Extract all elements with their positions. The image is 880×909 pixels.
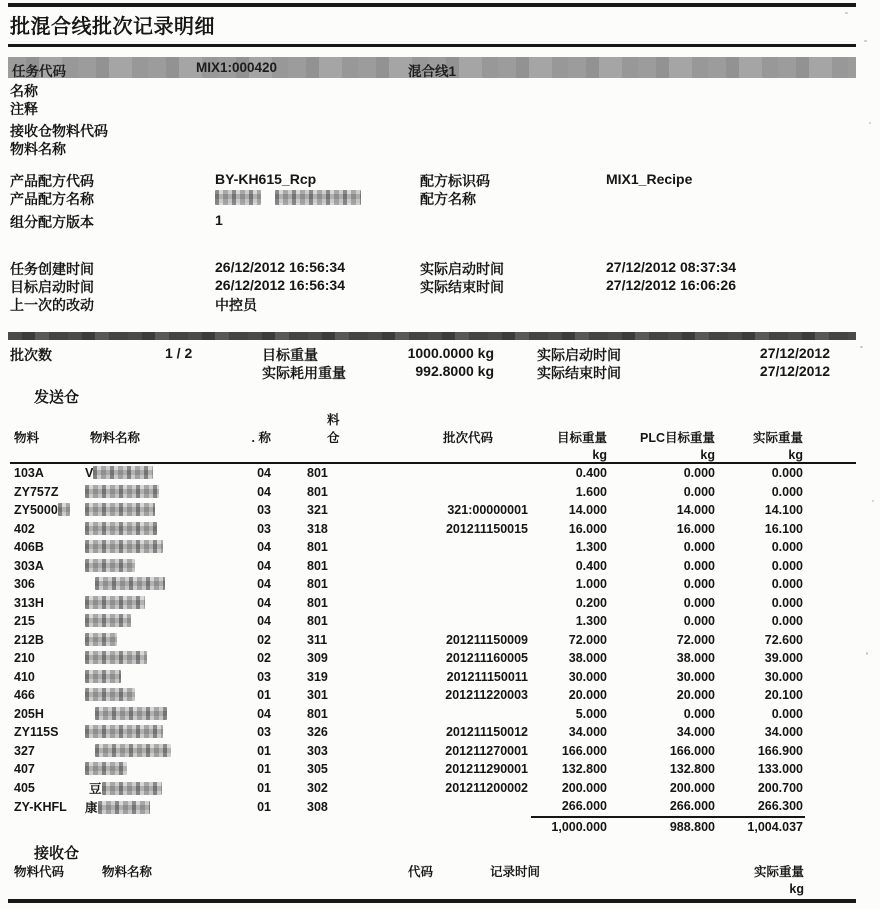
material-name-cell <box>85 538 235 557</box>
plc-target-weight-cell: 30.000 <box>676 669 715 684</box>
actual-weight-cell: 0.000 <box>771 577 803 592</box>
target-weight-cell: 200.000 <box>561 780 607 795</box>
task-code-value: MIX1:000420 <box>196 60 278 75</box>
silo-cell: 319 <box>307 669 328 684</box>
redaction-block <box>85 596 145 609</box>
scan-speck <box>866 652 868 655</box>
actual-weight-cell: 133.000 <box>757 762 803 777</box>
scale-cell: 01 <box>257 762 271 777</box>
redaction-block <box>85 762 127 775</box>
batch-end-value: 27/12/2012 <box>759 363 830 379</box>
name-label: 名称 <box>10 83 38 99</box>
table-row <box>10 742 856 761</box>
col-material-code: 物料代码 <box>14 865 65 879</box>
batch-code-cell <box>351 557 531 576</box>
material-name-cell <box>85 631 235 650</box>
unit-kg: kg <box>789 882 804 896</box>
material-name-cell <box>85 668 235 687</box>
scale-cell: 04 <box>257 466 271 481</box>
actual-weight-cell: 0.000 <box>771 484 803 499</box>
total-plc-weight: 988.800 <box>609 817 717 840</box>
recv-bin-material-code-label: 接收仓物料代码 <box>10 123 108 139</box>
redaction-block <box>85 633 117 646</box>
target-weight-cell: 34.000 <box>568 725 607 740</box>
silo-cell: 301 <box>307 688 328 703</box>
plc-target-weight-cell: 0.000 <box>683 706 715 721</box>
plc-target-weight-cell: 0.000 <box>683 540 715 555</box>
plc-target-weight-cell: 266.000 <box>669 799 715 814</box>
target-weight-cell: 38.000 <box>568 651 607 666</box>
table-row <box>10 520 856 539</box>
target-weight-cell: 1.000 <box>575 577 607 592</box>
redaction-block <box>85 651 147 664</box>
plc-target-weight-cell: 16.000 <box>676 521 715 536</box>
send-bin-section-title: 发送仓 <box>34 389 80 406</box>
batch-target-value: 1000.0000 kg <box>407 345 494 361</box>
batch-code-cell <box>351 463 531 483</box>
batch-code-cell: 201211200002 <box>445 780 528 795</box>
col-batch-code: 批次代码 <box>442 431 493 445</box>
target-weight-cell: 266.000 <box>561 799 607 814</box>
table-row <box>10 760 856 779</box>
batch-count-value: 1 / 2 <box>165 345 193 361</box>
table-row <box>10 797 856 817</box>
scale-cell: 02 <box>257 632 271 647</box>
target-weight-cell: 20.000 <box>568 688 607 703</box>
redaction-block <box>95 744 171 757</box>
actual-weight-cell: 0.000 <box>771 466 803 481</box>
redaction-block <box>98 801 150 814</box>
actual-weight-cell: 0.000 <box>771 614 803 629</box>
batch-code-cell: 201211160005 <box>445 651 528 666</box>
actual-weight-cell: 16.100 <box>764 521 803 536</box>
table-row <box>10 463 856 483</box>
material-code-cell: 103A <box>14 466 44 481</box>
material-name-cell <box>85 742 235 761</box>
material-name-cell: 豆 <box>85 779 235 798</box>
actual-weight-cell: 266.300 <box>757 799 803 814</box>
plc-target-weight-cell: 0.000 <box>683 466 715 481</box>
material-code-cell: 306 <box>14 577 35 592</box>
material-name-cell <box>85 594 235 613</box>
scale-cell: 01 <box>257 799 271 814</box>
material-name-cell <box>85 705 235 724</box>
unit-kg: kg <box>700 448 715 462</box>
scale-cell: 04 <box>257 577 271 592</box>
table-row <box>10 723 856 742</box>
mix-line-name: 混合线1 <box>408 64 457 79</box>
scale-cell: 01 <box>257 743 271 758</box>
task-created-value: 26/12/2012 16:56:34 <box>215 259 345 275</box>
target-weight-cell: 1.300 <box>575 540 607 555</box>
scale-cell: 04 <box>257 706 271 721</box>
plc-target-weight-cell: 166.000 <box>669 743 715 758</box>
scale-cell: 02 <box>257 651 271 666</box>
send-table-header <box>10 410 856 463</box>
redaction-block <box>85 725 163 738</box>
batch-code-cell: 201211270001 <box>445 743 528 758</box>
batch-code-cell <box>351 705 531 724</box>
batch-code-cell <box>351 797 531 817</box>
scale-cell: 03 <box>257 725 271 740</box>
target-weight-cell: 0.200 <box>575 595 607 610</box>
batch-code-cell <box>351 575 531 594</box>
material-code-cell: ZY757Z <box>14 484 59 499</box>
table-row <box>10 483 856 502</box>
col-silo: 料仓 <box>327 413 340 445</box>
actual-end-label: 实际结束时间 <box>420 279 504 295</box>
plc-target-weight-cell: 0.000 <box>683 614 715 629</box>
actual-weight-cell: 0.000 <box>771 558 803 573</box>
redaction-block <box>85 614 131 627</box>
table-row <box>10 649 856 668</box>
product-recipe-name-label: 产品配方名称 <box>10 191 94 207</box>
target-weight-cell: 0.400 <box>575 558 607 573</box>
scan-speck <box>864 40 867 42</box>
actual-end-value: 27/12/2012 16:06:26 <box>606 277 736 293</box>
component-recipe-version-value: 1 <box>215 212 223 228</box>
redaction-block <box>102 782 162 795</box>
silo-cell: 305 <box>307 762 328 777</box>
material-name-cell <box>85 520 235 539</box>
table-row <box>10 779 856 798</box>
target-weight-cell: 0.400 <box>575 466 607 481</box>
silo-cell: 801 <box>307 614 328 629</box>
silo-cell: 309 <box>307 651 328 666</box>
batch-consumed-value: 992.8000 kg <box>415 363 494 379</box>
scan-speck <box>860 346 863 348</box>
table-row <box>10 557 856 576</box>
plc-target-weight-cell: 0.000 <box>683 577 715 592</box>
table-row <box>10 538 856 557</box>
col-actual-weight: 实际重量 <box>752 431 803 445</box>
col-plc-target-weight: PLC目标重量 <box>639 431 715 445</box>
redaction-block <box>85 503 155 516</box>
silo-cell: 801 <box>307 595 328 610</box>
component-recipe-version-label: 组分配方版本 <box>10 214 94 230</box>
batch-end-label: 实际结束时间 <box>537 365 621 381</box>
batch-code-cell <box>351 594 531 613</box>
material-name-cell <box>85 575 235 594</box>
last-change-label: 上一次的改动 <box>10 297 94 313</box>
scan-speck <box>869 122 871 124</box>
material-name-cell <box>85 760 235 779</box>
material-code-cell: 410 <box>14 669 35 684</box>
material-name-label: 物料名称 <box>10 141 66 157</box>
bottom-rule <box>8 899 856 903</box>
scale-cell: 01 <box>257 780 271 795</box>
target-weight-cell: 166.000 <box>561 743 607 758</box>
plc-target-weight-cell: 72.000 <box>676 632 715 647</box>
redaction-block <box>85 670 121 683</box>
col-material-name: 物料名称 <box>90 431 141 445</box>
unit-kg: kg <box>592 448 607 462</box>
recipe-name-label: 配方名称 <box>420 191 476 207</box>
plc-target-weight-cell: 200.000 <box>669 780 715 795</box>
material-code-cell: ZY115S <box>14 725 59 740</box>
scan-speck <box>872 500 874 502</box>
silo-cell: 302 <box>307 780 328 795</box>
material-code-cell: 327 <box>14 743 35 758</box>
material-code-cell: ZY-KHFL <box>14 799 67 814</box>
plc-target-weight-cell: 38.000 <box>676 651 715 666</box>
last-change-value: 中控员 <box>215 297 257 313</box>
batch-code-cell: 201211220003 <box>445 688 528 703</box>
send-table-body <box>10 463 856 817</box>
recipe-id-value: MIX1_Recipe <box>606 171 693 187</box>
target-start-label: 目标启动时间 <box>10 279 94 295</box>
product-recipe-code-value: BY-KH615_Rcp <box>215 171 317 187</box>
scale-cell: 04 <box>257 540 271 555</box>
material-code-cell: 210 <box>14 651 35 666</box>
plc-target-weight-cell: 0.000 <box>683 484 715 499</box>
redaction-block <box>85 540 163 553</box>
target-weight-cell: 14.000 <box>568 503 607 518</box>
title-rule <box>8 44 856 47</box>
col-material-name: 物料名称 <box>102 865 153 879</box>
section-divider-bar <box>8 332 856 340</box>
actual-start-label: 实际启动时间 <box>420 261 504 277</box>
batch-code-cell: 201211150009 <box>445 632 528 647</box>
plc-target-weight-cell: 34.000 <box>676 725 715 740</box>
material-name-cell <box>85 686 235 705</box>
batch-code-cell <box>351 483 531 502</box>
actual-weight-cell: 14.100 <box>764 503 803 518</box>
actual-weight-cell: 166.900 <box>757 743 803 758</box>
actual-weight-cell: 34.000 <box>764 725 803 740</box>
plc-target-weight-cell: 14.000 <box>676 503 715 518</box>
redaction-block <box>215 190 261 205</box>
actual-weight-cell: 0.000 <box>771 540 803 555</box>
redaction-block <box>85 559 135 572</box>
target-weight-cell: 1.300 <box>575 614 607 629</box>
redaction-block <box>58 503 70 516</box>
top-rule <box>8 3 856 7</box>
material-code-cell: 313H <box>14 595 44 610</box>
material-code-cell: 205H <box>14 706 44 721</box>
actual-weight-cell: 0.000 <box>771 706 803 721</box>
redaction-block <box>85 522 157 535</box>
plc-target-weight-cell: 0.000 <box>683 595 715 610</box>
actual-weight-cell: 0.000 <box>771 595 803 610</box>
batch-code-cell <box>351 538 531 557</box>
target-weight-cell: 72.000 <box>568 632 607 647</box>
material-name-cell <box>85 612 235 631</box>
material-code-cell: 406B <box>14 540 44 555</box>
silo-cell: 801 <box>307 577 328 592</box>
product-recipe-code-label: 产品配方代码 <box>10 173 94 189</box>
batch-code-cell: 201211290001 <box>445 762 528 777</box>
receive-bin-section-title: 接收仓 <box>34 845 80 862</box>
target-weight-cell: 1.600 <box>575 484 607 499</box>
batch-code-cell: 201211150012 <box>445 725 528 740</box>
table-row <box>10 668 856 687</box>
total-target-weight: 1,000.000 <box>531 817 609 840</box>
material-name-cell: V <box>85 463 235 483</box>
note-label: 注释 <box>10 101 38 117</box>
silo-cell: 308 <box>307 799 328 814</box>
receive-bin-table <box>10 862 856 898</box>
send-bin-table <box>10 410 856 839</box>
actual-weight-cell: 72.600 <box>764 632 803 647</box>
actual-weight-cell: 30.000 <box>764 669 803 684</box>
table-row <box>10 686 856 705</box>
material-name-cell <box>85 723 235 742</box>
col-code: 代码 <box>408 865 434 879</box>
redaction-block <box>95 577 165 590</box>
target-weight-cell: 5.000 <box>575 706 607 721</box>
redaction-block <box>95 707 167 720</box>
silo-cell: 326 <box>307 725 328 740</box>
actual-weight-cell: 39.000 <box>764 651 803 666</box>
material-code-cell: 407 <box>14 762 35 777</box>
redaction-block <box>85 485 159 498</box>
actual-start-value: 27/12/2012 08:37:34 <box>606 259 736 275</box>
plc-target-weight-cell: 132.800 <box>669 762 715 777</box>
material-code-cell: 212B <box>14 632 44 647</box>
redaction-block <box>93 466 153 479</box>
redaction-block <box>85 688 135 701</box>
scale-cell: 01 <box>257 688 271 703</box>
page-title: 批混合线批次记录明细 <box>10 16 215 38</box>
col-record-time: 记录时间 <box>490 865 541 879</box>
batch-target-label: 目标重量 <box>262 347 318 363</box>
silo-cell: 321 <box>307 503 328 518</box>
batch-code-cell: 201211150015 <box>445 521 528 536</box>
redaction-block <box>275 190 361 205</box>
scale-cell: 03 <box>257 503 271 518</box>
silo-cell: 801 <box>307 540 328 555</box>
table-row <box>10 575 856 594</box>
task-code-label: 任务代码 <box>12 64 66 79</box>
plc-target-weight-cell: 0.000 <box>683 558 715 573</box>
target-weight-cell: 30.000 <box>568 669 607 684</box>
table-row <box>10 705 856 724</box>
col-scale: . 称 <box>251 431 271 445</box>
silo-cell: 801 <box>307 466 328 481</box>
col-target-weight: 目标重量 <box>556 431 607 445</box>
material-code-cell: 303A <box>14 558 44 573</box>
material-code-cell: 405 <box>14 780 35 795</box>
batch-code-cell: 201211150011 <box>446 669 528 684</box>
material-name-cell <box>85 649 235 668</box>
product-recipe-name-redacted <box>215 189 361 205</box>
actual-weight-cell: 20.100 <box>764 688 803 703</box>
material-name-cell <box>85 483 235 502</box>
silo-cell: 801 <box>307 484 328 499</box>
task-code-bar <box>8 57 856 78</box>
totals-row <box>10 817 856 840</box>
col-actual-weight: 实际重量 <box>753 865 804 879</box>
batch-code-cell <box>351 612 531 631</box>
silo-cell: 801 <box>307 706 328 721</box>
material-name-cell <box>85 557 235 576</box>
batch-start-label: 实际启动时间 <box>537 347 621 363</box>
col-material: 物料 <box>14 431 40 445</box>
batch-start-value: 27/12/2012 <box>759 345 830 361</box>
target-weight-cell: 132.800 <box>561 762 607 777</box>
total-actual-weight: 1,004.037 <box>717 817 805 840</box>
scale-cell: 04 <box>257 614 271 629</box>
target-start-value: 26/12/2012 16:56:34 <box>215 277 345 293</box>
material-code-cell: 402 <box>14 521 35 536</box>
material-name-cell <box>85 501 235 520</box>
table-row <box>10 501 856 520</box>
silo-cell: 303 <box>307 743 328 758</box>
scale-cell: 04 <box>257 558 271 573</box>
silo-cell: 311 <box>307 632 328 647</box>
scale-cell: 03 <box>257 669 271 684</box>
actual-weight-cell: 200.700 <box>757 780 803 795</box>
scale-cell: 04 <box>257 484 271 499</box>
scale-cell: 03 <box>257 521 271 536</box>
silo-cell: 318 <box>307 521 328 536</box>
material-code-cell: 466 <box>14 688 35 703</box>
batch-consumed-label: 实际耗用重量 <box>262 365 346 381</box>
material-code-cell: ZY5000 <box>10 501 85 520</box>
table-row <box>10 612 856 631</box>
target-weight-cell: 16.000 <box>568 521 607 536</box>
plc-target-weight-cell: 20.000 <box>676 688 715 703</box>
table-row <box>10 631 856 650</box>
batch-count-label: 批次数 <box>10 347 52 363</box>
recipe-id-label: 配方标识码 <box>420 173 490 189</box>
material-code-cell: 215 <box>14 614 35 629</box>
batch-code-cell: 321:00000001 <box>447 503 528 518</box>
unit-kg: kg <box>788 448 803 462</box>
table-row <box>10 594 856 613</box>
silo-cell: 801 <box>307 558 328 573</box>
scale-cell: 04 <box>257 595 271 610</box>
scan-speck <box>845 12 848 14</box>
task-created-label: 任务创建时间 <box>10 261 94 277</box>
material-name-cell: 康 <box>85 797 235 817</box>
